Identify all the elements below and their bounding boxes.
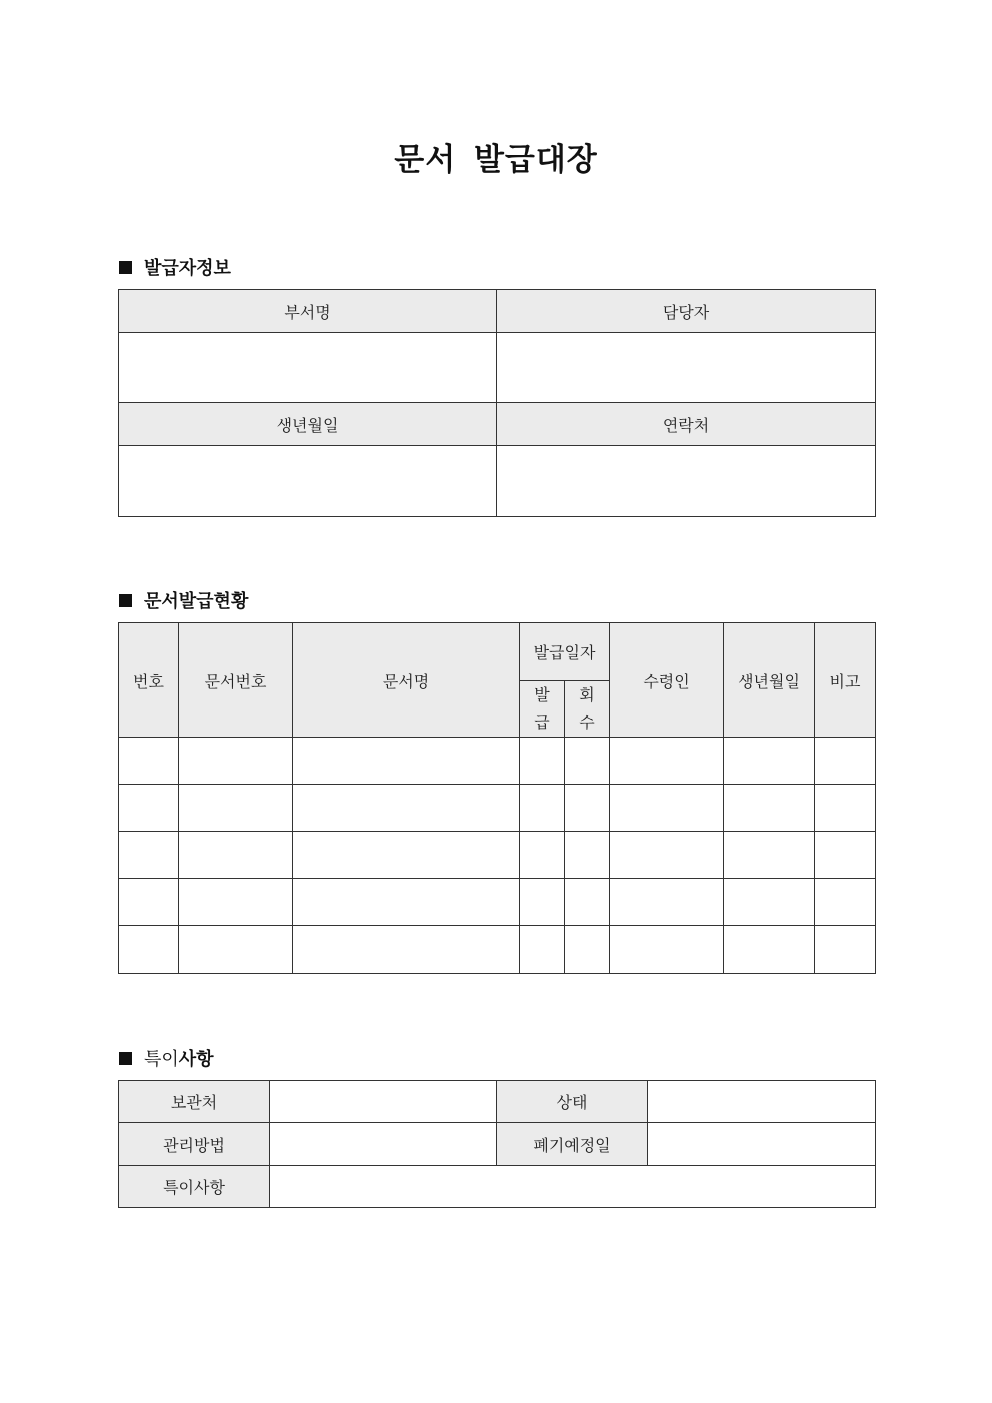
manager-field[interactable]	[497, 333, 876, 403]
table-cell[interactable]	[610, 832, 724, 879]
col-doc-name-header: 문서명	[293, 623, 520, 738]
disposal-date-label: 폐기예정일	[497, 1123, 648, 1166]
table-cell[interactable]	[815, 785, 876, 832]
birthdate-label: 생년월일	[119, 403, 497, 446]
table-cell[interactable]	[520, 785, 565, 832]
storage-field[interactable]	[270, 1081, 497, 1123]
table-cell[interactable]	[724, 832, 815, 879]
table-cell[interactable]	[293, 832, 520, 879]
table-cell[interactable]	[179, 832, 293, 879]
document-title: 문서 발급대장	[394, 142, 598, 178]
state-field[interactable]	[648, 1081, 876, 1123]
table-cell[interactable]	[724, 738, 815, 785]
storage-label: 보관처	[119, 1081, 270, 1123]
table-cell[interactable]	[520, 879, 565, 926]
issuance-status-table	[118, 622, 876, 974]
col-remarks-header: 비고	[815, 623, 876, 738]
issuer-section-heading	[119, 254, 231, 280]
management-label: 관리방법	[119, 1123, 270, 1166]
table-cell[interactable]	[815, 738, 876, 785]
disposal-date-field[interactable]	[648, 1123, 876, 1166]
table-row	[119, 879, 876, 926]
department-field[interactable]	[119, 333, 497, 403]
table-row	[119, 832, 876, 879]
issuer-info-table	[118, 289, 876, 517]
management-field[interactable]	[270, 1123, 497, 1166]
notes-title-part1: 특이	[144, 1049, 179, 1070]
table-cell[interactable]	[610, 785, 724, 832]
table-cell[interactable]	[520, 832, 565, 879]
table-cell[interactable]	[520, 926, 565, 974]
table-cell[interactable]	[520, 738, 565, 785]
table-cell[interactable]	[293, 738, 520, 785]
square-bullet-icon	[119, 1052, 132, 1065]
table-cell[interactable]	[119, 832, 179, 879]
table-cell[interactable]	[565, 926, 610, 974]
notes-title-part2: 사항	[178, 1049, 214, 1070]
table-row	[119, 785, 876, 832]
table-cell[interactable]	[119, 785, 179, 832]
table-cell[interactable]	[293, 926, 520, 974]
contact-field[interactable]	[497, 446, 876, 517]
square-bullet-icon	[119, 594, 132, 607]
contact-label: 연락처	[497, 403, 876, 446]
table-cell[interactable]	[724, 785, 815, 832]
table-cell[interactable]	[565, 832, 610, 879]
table-cell[interactable]	[179, 785, 293, 832]
col-issue-subheader	[520, 681, 565, 738]
col-no-header: 번호	[119, 623, 179, 738]
notes-label: 특이사항	[119, 1166, 270, 1208]
table-cell[interactable]	[565, 879, 610, 926]
birthdate-field[interactable]	[119, 446, 497, 517]
col-count-subheader	[565, 681, 610, 738]
manager-label: 담당자	[497, 290, 876, 333]
table-cell[interactable]	[179, 738, 293, 785]
notes-field[interactable]	[270, 1166, 876, 1208]
table-cell[interactable]	[724, 926, 815, 974]
issue-char-2: 급	[534, 713, 550, 732]
table-cell[interactable]	[565, 738, 610, 785]
table-cell[interactable]	[610, 738, 724, 785]
table-cell[interactable]	[815, 879, 876, 926]
table-cell[interactable]	[293, 785, 520, 832]
count-char-2: 수	[579, 713, 595, 732]
table-cell[interactable]	[179, 879, 293, 926]
table-row	[119, 926, 876, 974]
table-row	[119, 738, 876, 785]
square-bullet-icon	[119, 261, 132, 274]
status-section-heading	[119, 587, 248, 613]
table-cell[interactable]	[293, 879, 520, 926]
table-cell[interactable]	[565, 785, 610, 832]
table-cell[interactable]	[815, 832, 876, 879]
col-doc-no-header: 문서번호	[179, 623, 293, 738]
table-cell[interactable]	[119, 879, 179, 926]
table-cell[interactable]	[119, 738, 179, 785]
table-cell[interactable]	[119, 926, 179, 974]
table-cell[interactable]	[179, 926, 293, 974]
notes-section-heading	[119, 1045, 214, 1071]
table-cell[interactable]	[610, 879, 724, 926]
col-issue-date-header: 발급일자	[520, 623, 610, 681]
issue-char-1: 발	[534, 685, 550, 704]
table-cell[interactable]	[815, 926, 876, 974]
department-label: 부서명	[119, 290, 497, 333]
table-cell[interactable]	[610, 926, 724, 974]
status-section-title: 문서발급현황	[144, 591, 249, 612]
table-cell[interactable]	[724, 879, 815, 926]
notes-table	[118, 1080, 876, 1208]
col-recipient-header: 수령인	[610, 623, 724, 738]
count-char-1: 회	[579, 685, 595, 704]
state-label: 상태	[497, 1081, 648, 1123]
col-birthdate-header: 생년월일	[724, 623, 815, 738]
issuer-section-title: 발급자정보	[144, 258, 231, 279]
